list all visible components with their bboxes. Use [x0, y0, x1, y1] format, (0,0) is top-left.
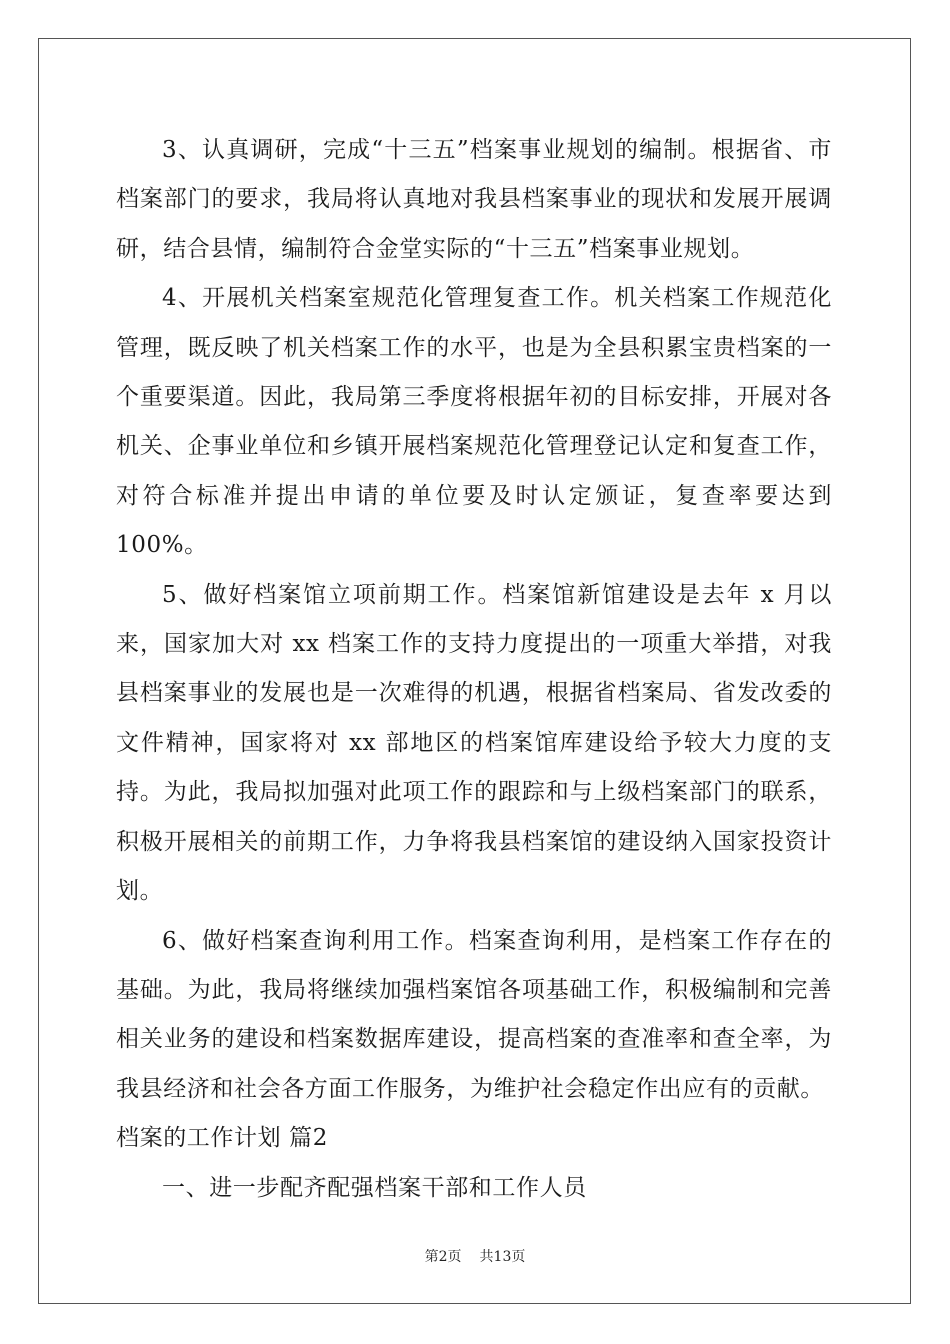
section-title: 档案的工作计划 篇2: [116, 1125, 328, 1152]
page-total: 共13页: [479, 1249, 526, 1265]
document-body: [116, 126, 832, 1213]
paragraph-item-6: 6、做好档案查询利用工作。档案查询利用，是档案工作存在的基础。为此，我局将继续加强档案馆各项基础工作，积极编制和完善相关业务的建设和档案数据库建设，提高档案的查准率和查全率，为我县经济和社会各方面工作服务，为维护社会稳定作出应有的贡献。: [116, 927, 832, 1102]
page-footer: [0, 1246, 950, 1266]
paragraph-item-4: 4、开展机关档案室规范化管理复查工作。机关档案工作规范化管理，既反映了机关档案工作的水平，也是为全县积累宝贵档案的一个重要渠道。因此，我局第三季度将根据年初的目标安排，开展对各机关、企事业单位和乡镇开展档案规范化管理登记认定和复查工作，对符合标准并提出申请的单位要及时认定颁证，复查率要达到100%。: [116, 285, 832, 559]
paragraph-item-5: 5、做好档案馆立项前期工作。档案馆新馆建设是去年 x 月以来，国家加大对 xx 档案工作的支持力度提出的一项重大举措，对我县档案事业的发展也是一次难得的机遇，根据省档案局、省发改委的文件精神，国家将对 xx 部地区的档案馆库建设给予较大力度的支持。为此，我局拟加强对此项工作的跟踪和与上级档案部门的联系，积极开展相关的前期工作，力争将我县档案馆的建设纳入国家投资计划。: [116, 581, 832, 905]
page-number: 第2页: [424, 1249, 462, 1265]
paragraph-item-3: 3、认真调研，完成“十三五”档案事业规划的编制。根据省、市档案部门的要求，我局将认真地对我县档案事业的现状和发展开展调研，结合县情，编制符合金堂实际的“十三五”档案事业规划。: [116, 137, 832, 262]
section-subheading: 一、进一步配齐配强档案干部和工作人员: [162, 1174, 587, 1201]
